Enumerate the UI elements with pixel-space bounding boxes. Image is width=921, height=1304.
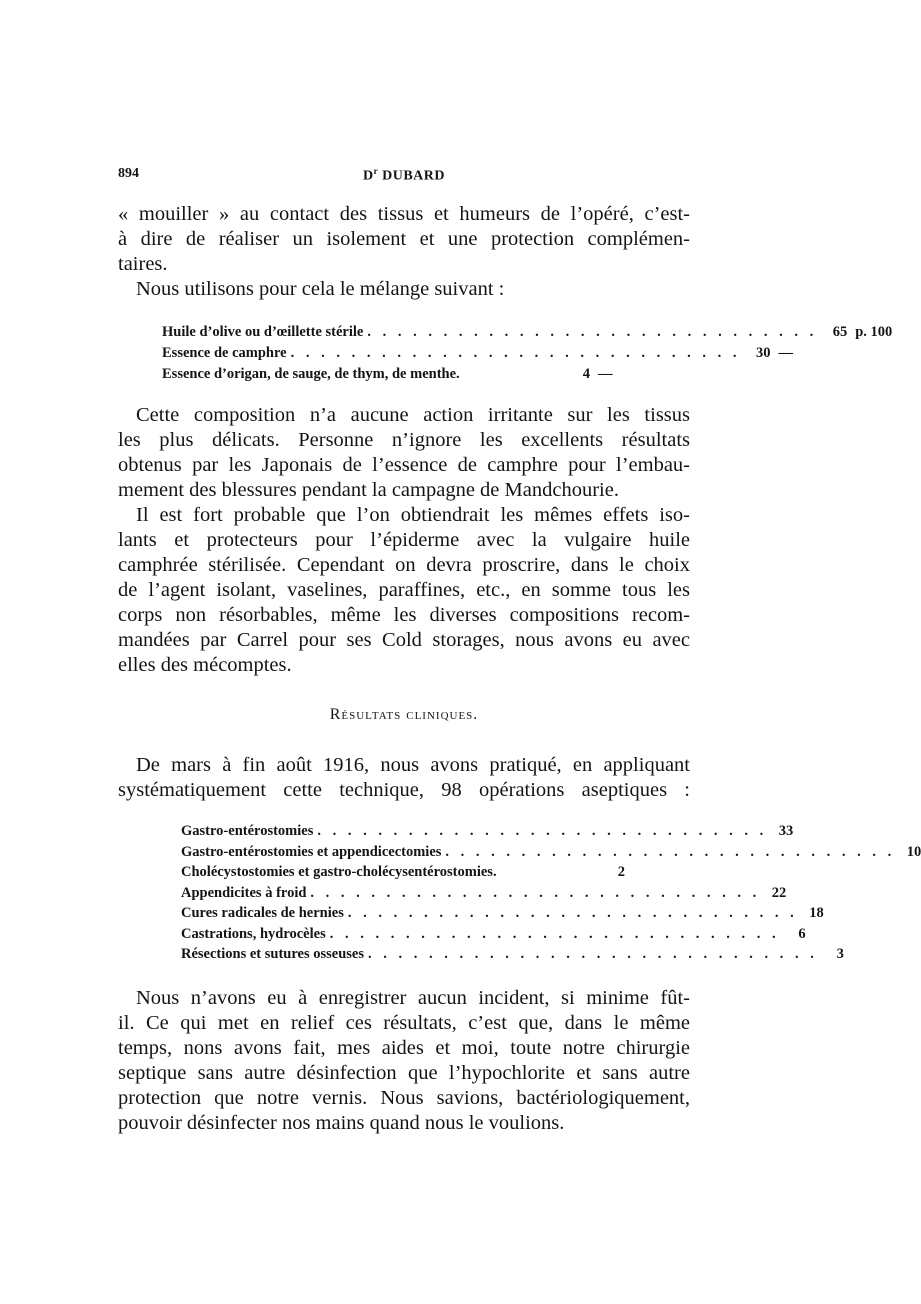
ingredient-quantity: 4 [582, 366, 590, 382]
ingredient-unit: — [778, 345, 793, 361]
operation-count: 2 [617, 864, 625, 880]
text-line: corps non résorbables, même les diverses compositions recom- [118, 604, 690, 626]
text-line: protection que notre vernis. Nous savions, bactériologiquement, [118, 1087, 690, 1109]
paragraph-operations-intro [118, 753, 690, 803]
leader-dots: . . . . . . . . . . . . . . . . . . . . . . . . . . . . . . [317, 823, 768, 839]
text-line: temps, nons avons fait, mes aides et moi, toute notre chirurgie [118, 1037, 690, 1059]
text-line: lants et protecteurs pour l’épiderme avec la vulgaire huile [118, 529, 690, 551]
leader-dots: . . . . . . . . . . . . . . . . . . . . . . . . . . . . . . [367, 324, 818, 340]
text-line: il. Ce qui met en relief ces résultats, c’est que, dans le même [118, 1012, 690, 1034]
operation-name: Gastro-entérostomies et appendicectomies [181, 843, 442, 860]
operation-count: 3 [836, 946, 844, 962]
text-line: De mars à fin août 1916, nous avons pratiqué, en appliquant [136, 754, 690, 776]
running-title [118, 166, 690, 185]
paragraph-alternatives [118, 503, 690, 678]
author-superscript: r [373, 166, 379, 176]
leader-dots: . . . . . . . . . . . . . . . . . . . . . . . . . . . . . . [329, 925, 780, 942]
text-line: camphrée stérilisée. Cependant on devra proscrire, dans le choix [118, 554, 690, 576]
leader-dots: . . . . . . . . . . . . . . . . . . . . . . . . . . . . . . [445, 843, 896, 860]
section-title: Résultats cliniques. [329, 706, 479, 723]
page-header [118, 166, 690, 188]
ingredient-quantity: 65 [832, 324, 848, 340]
ingredient-name: Essence d’origan, de sauge, de thym, de menthe. [162, 366, 460, 382]
recipe-row [162, 343, 793, 364]
ingredient-name: Essence de camphre [162, 345, 287, 361]
mixture-recipe-list [162, 322, 893, 385]
author-name: DUBARD [382, 168, 445, 184]
leader-dots: . . . . . . . . . . . . . . . . . . . . . . . . . . . . . . [290, 345, 741, 361]
ingredient-name: Huile d’olive ou d’œillette stérile [162, 324, 364, 340]
operation-name: Cholécystostomies et gastro-cholécysentérostomies. [181, 864, 497, 880]
text-line: obtenus par les Japonais de l’essence de camphre pour l’embau- [118, 454, 690, 476]
operation-row [181, 944, 844, 965]
leader-dots: . . . . . . . . . . . . . . . . . . . . . . . . . . . . . . [347, 905, 798, 921]
text-line: Nous n’avons eu à enregistrer aucun incident, si minime fût- [136, 987, 690, 1009]
paragraph-mixture-intro [118, 277, 690, 302]
operation-name: Gastro-entérostomies [181, 823, 314, 839]
ingredient-unit: p. 100 [855, 324, 893, 340]
author-prefix: D [362, 168, 374, 184]
operation-row [181, 924, 806, 945]
text-line: elles des mécomptes. [118, 654, 292, 676]
text-line: « mouiller » au contact des tissus et humeurs de l’opéré, c’est- [118, 203, 690, 225]
leader-dots: . . . . . . . . . . . . . . . . . . . . . . . . . . . . . . [310, 884, 761, 901]
operation-name: Cures radicales de hernies [181, 905, 344, 921]
operations-list [181, 821, 921, 965]
text-line: les plus délicats. Personne n’ignore les excellents résultats [118, 429, 690, 451]
operation-name: Résections et sutures osseuses [181, 946, 364, 962]
paragraph-intro [118, 202, 690, 277]
operation-name: Castrations, hydrocèles [181, 925, 326, 942]
text-line: à dire de réaliser un isolement et une protection complémen- [118, 228, 690, 250]
text-line: systématiquement cette technique, 98 opérations aseptiques : [118, 779, 690, 801]
operation-count: 18 [809, 905, 824, 921]
recipe-row [162, 322, 893, 343]
ingredient-quantity: 30 [755, 345, 771, 361]
operation-row [181, 821, 794, 842]
operation-count: 22 [771, 884, 787, 901]
operation-name: Appendicites à froid [181, 884, 307, 901]
text-line: Il est fort probable que l’on obtiendrait les mêmes effets iso- [136, 504, 690, 526]
text-line: pouvoir désinfecter nos mains quand nous le voulions. [118, 1112, 565, 1134]
text-line: mement des blessures pendant la campagne de Mandchourie. [118, 479, 619, 501]
operation-row [181, 842, 921, 863]
operation-row [181, 903, 824, 924]
recipe-row [162, 364, 642, 385]
text-line: Nous utilisons pour cela le mélange suivant : [136, 278, 505, 300]
text-line: septique sans autre désinfection que l’hypochlorite et sans autre [118, 1062, 690, 1084]
paragraph-composition [118, 403, 690, 503]
operation-count: 33 [778, 823, 794, 839]
leader-dots: . . . . . . . . . . . . . . . . . . . . . . . . . . . . . . [368, 946, 818, 962]
operation-row [181, 862, 625, 883]
operation-row [181, 883, 787, 904]
operation-count: 6 [798, 925, 806, 942]
operation-count: 10 [906, 843, 921, 860]
page-number: 894 [118, 166, 139, 181]
ingredient-unit: — [598, 366, 613, 382]
paragraph-conclusion [118, 986, 690, 1136]
text-line: de l’agent isolant, vaselines, paraffines, etc., en somme tous les [118, 579, 690, 601]
text-line: mandées par Carrel pour ses Cold storages, nous avons eu avec [118, 629, 690, 651]
text-line: Cette composition n’a aucune action irritante sur les tissus [136, 404, 690, 426]
text-line: taires. [118, 253, 168, 275]
